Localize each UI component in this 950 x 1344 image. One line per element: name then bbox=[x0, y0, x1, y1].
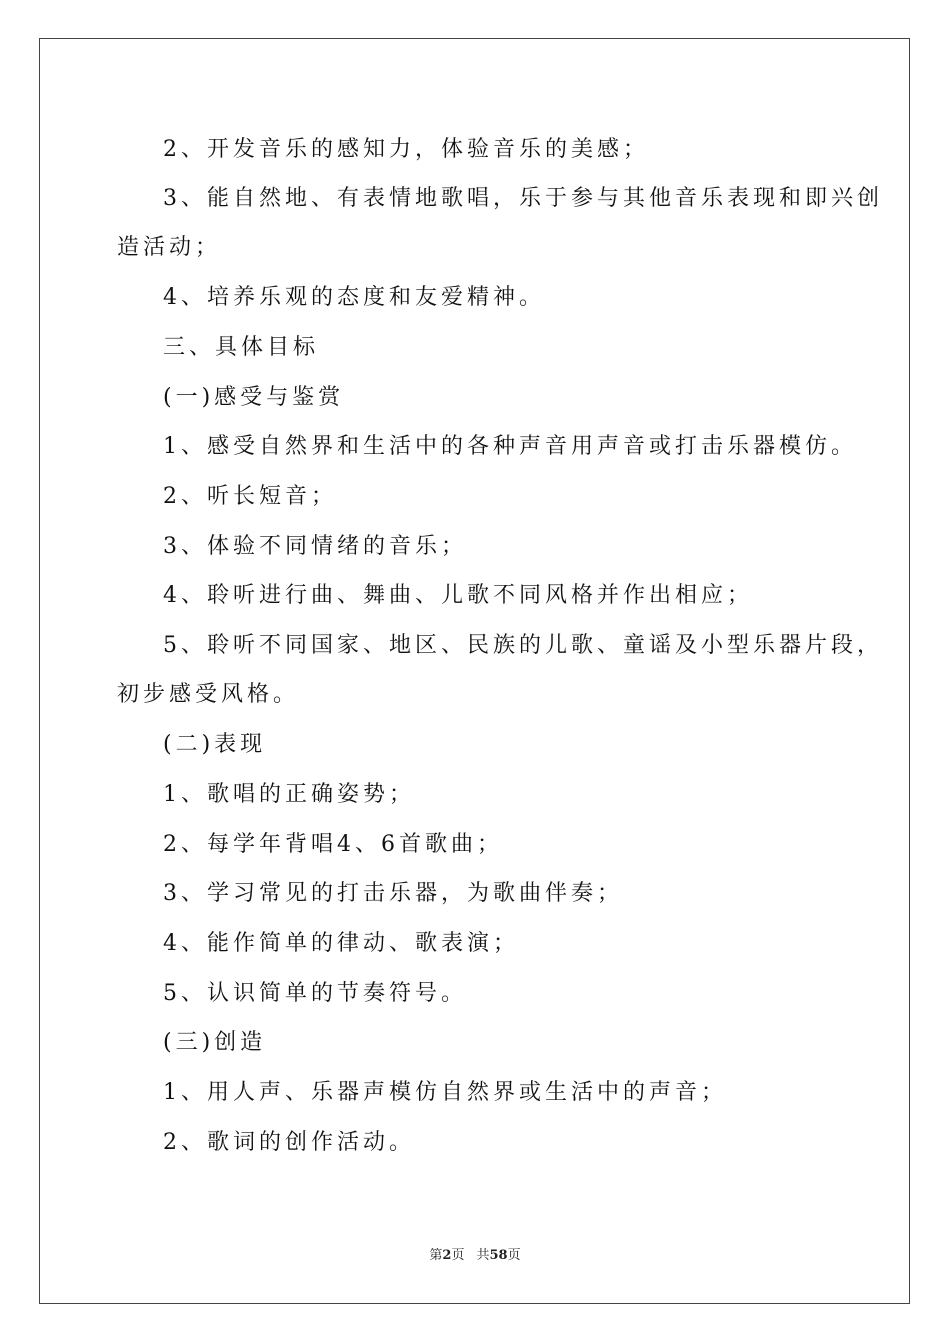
page-border bbox=[39, 38, 910, 1304]
paragraph-line: 3、能自然地、有表情地歌唱，乐于参与其他音乐表现和即兴创 bbox=[163, 186, 883, 211]
total-prefix: 共 bbox=[476, 1248, 490, 1263]
paragraph-line: 2、歌词的创作活动。 bbox=[163, 1130, 415, 1155]
total-pages: 58 bbox=[489, 1248, 508, 1263]
paragraph-line: 2、开发音乐的感知力，体验音乐的美感； bbox=[163, 137, 649, 162]
paragraph-line: 5、聆听不同国家、地区、民族的儿歌、童谣及小型乐器片段， bbox=[163, 633, 883, 658]
paragraph-line: 初步感受风格。 bbox=[117, 682, 300, 707]
paragraph-line: 1、感受自然界和生活中的各种声音用声音或打击乐器模仿。 bbox=[163, 434, 857, 459]
page-footer bbox=[0, 1246, 950, 1266]
paragraph-line: 2、每学年背唱4、6首歌曲； bbox=[163, 832, 503, 857]
page-prefix: 第 bbox=[429, 1248, 443, 1263]
paragraph-line: 1、歌唱的正确姿势； bbox=[163, 782, 415, 807]
paragraph-line: 3、体验不同情绪的音乐； bbox=[163, 534, 467, 559]
paragraph-line: 5、认识简单的节奏符号。 bbox=[163, 981, 467, 1006]
paragraph-line: 4、培养乐观的态度和友爱精神。 bbox=[163, 285, 545, 310]
section-heading: 三、具体目标 bbox=[163, 335, 320, 360]
total-suffix: 页 bbox=[507, 1248, 521, 1263]
page-suffix: 页 bbox=[451, 1248, 465, 1263]
paragraph-line: 3、学习常见的打击乐器，为歌曲伴奏； bbox=[163, 881, 623, 906]
paragraph-line: 4、能作简单的律动、歌表演； bbox=[163, 931, 519, 956]
paragraph-line: 造活动； bbox=[117, 235, 222, 260]
subsection-heading: (一)感受与鉴赏 bbox=[163, 385, 345, 410]
page-number: 2 bbox=[442, 1248, 452, 1263]
subsection-heading: (三)创造 bbox=[163, 1030, 267, 1055]
paragraph-line: 2、听长短音； bbox=[163, 484, 337, 509]
subsection-heading: (二)表现 bbox=[163, 732, 267, 757]
paragraph-line: 4、聆听进行曲、舞曲、儿歌不同风格并作出相应； bbox=[163, 583, 753, 608]
paragraph-line: 1、用人声、乐器声模仿自然界或生活中的声音； bbox=[163, 1080, 727, 1105]
